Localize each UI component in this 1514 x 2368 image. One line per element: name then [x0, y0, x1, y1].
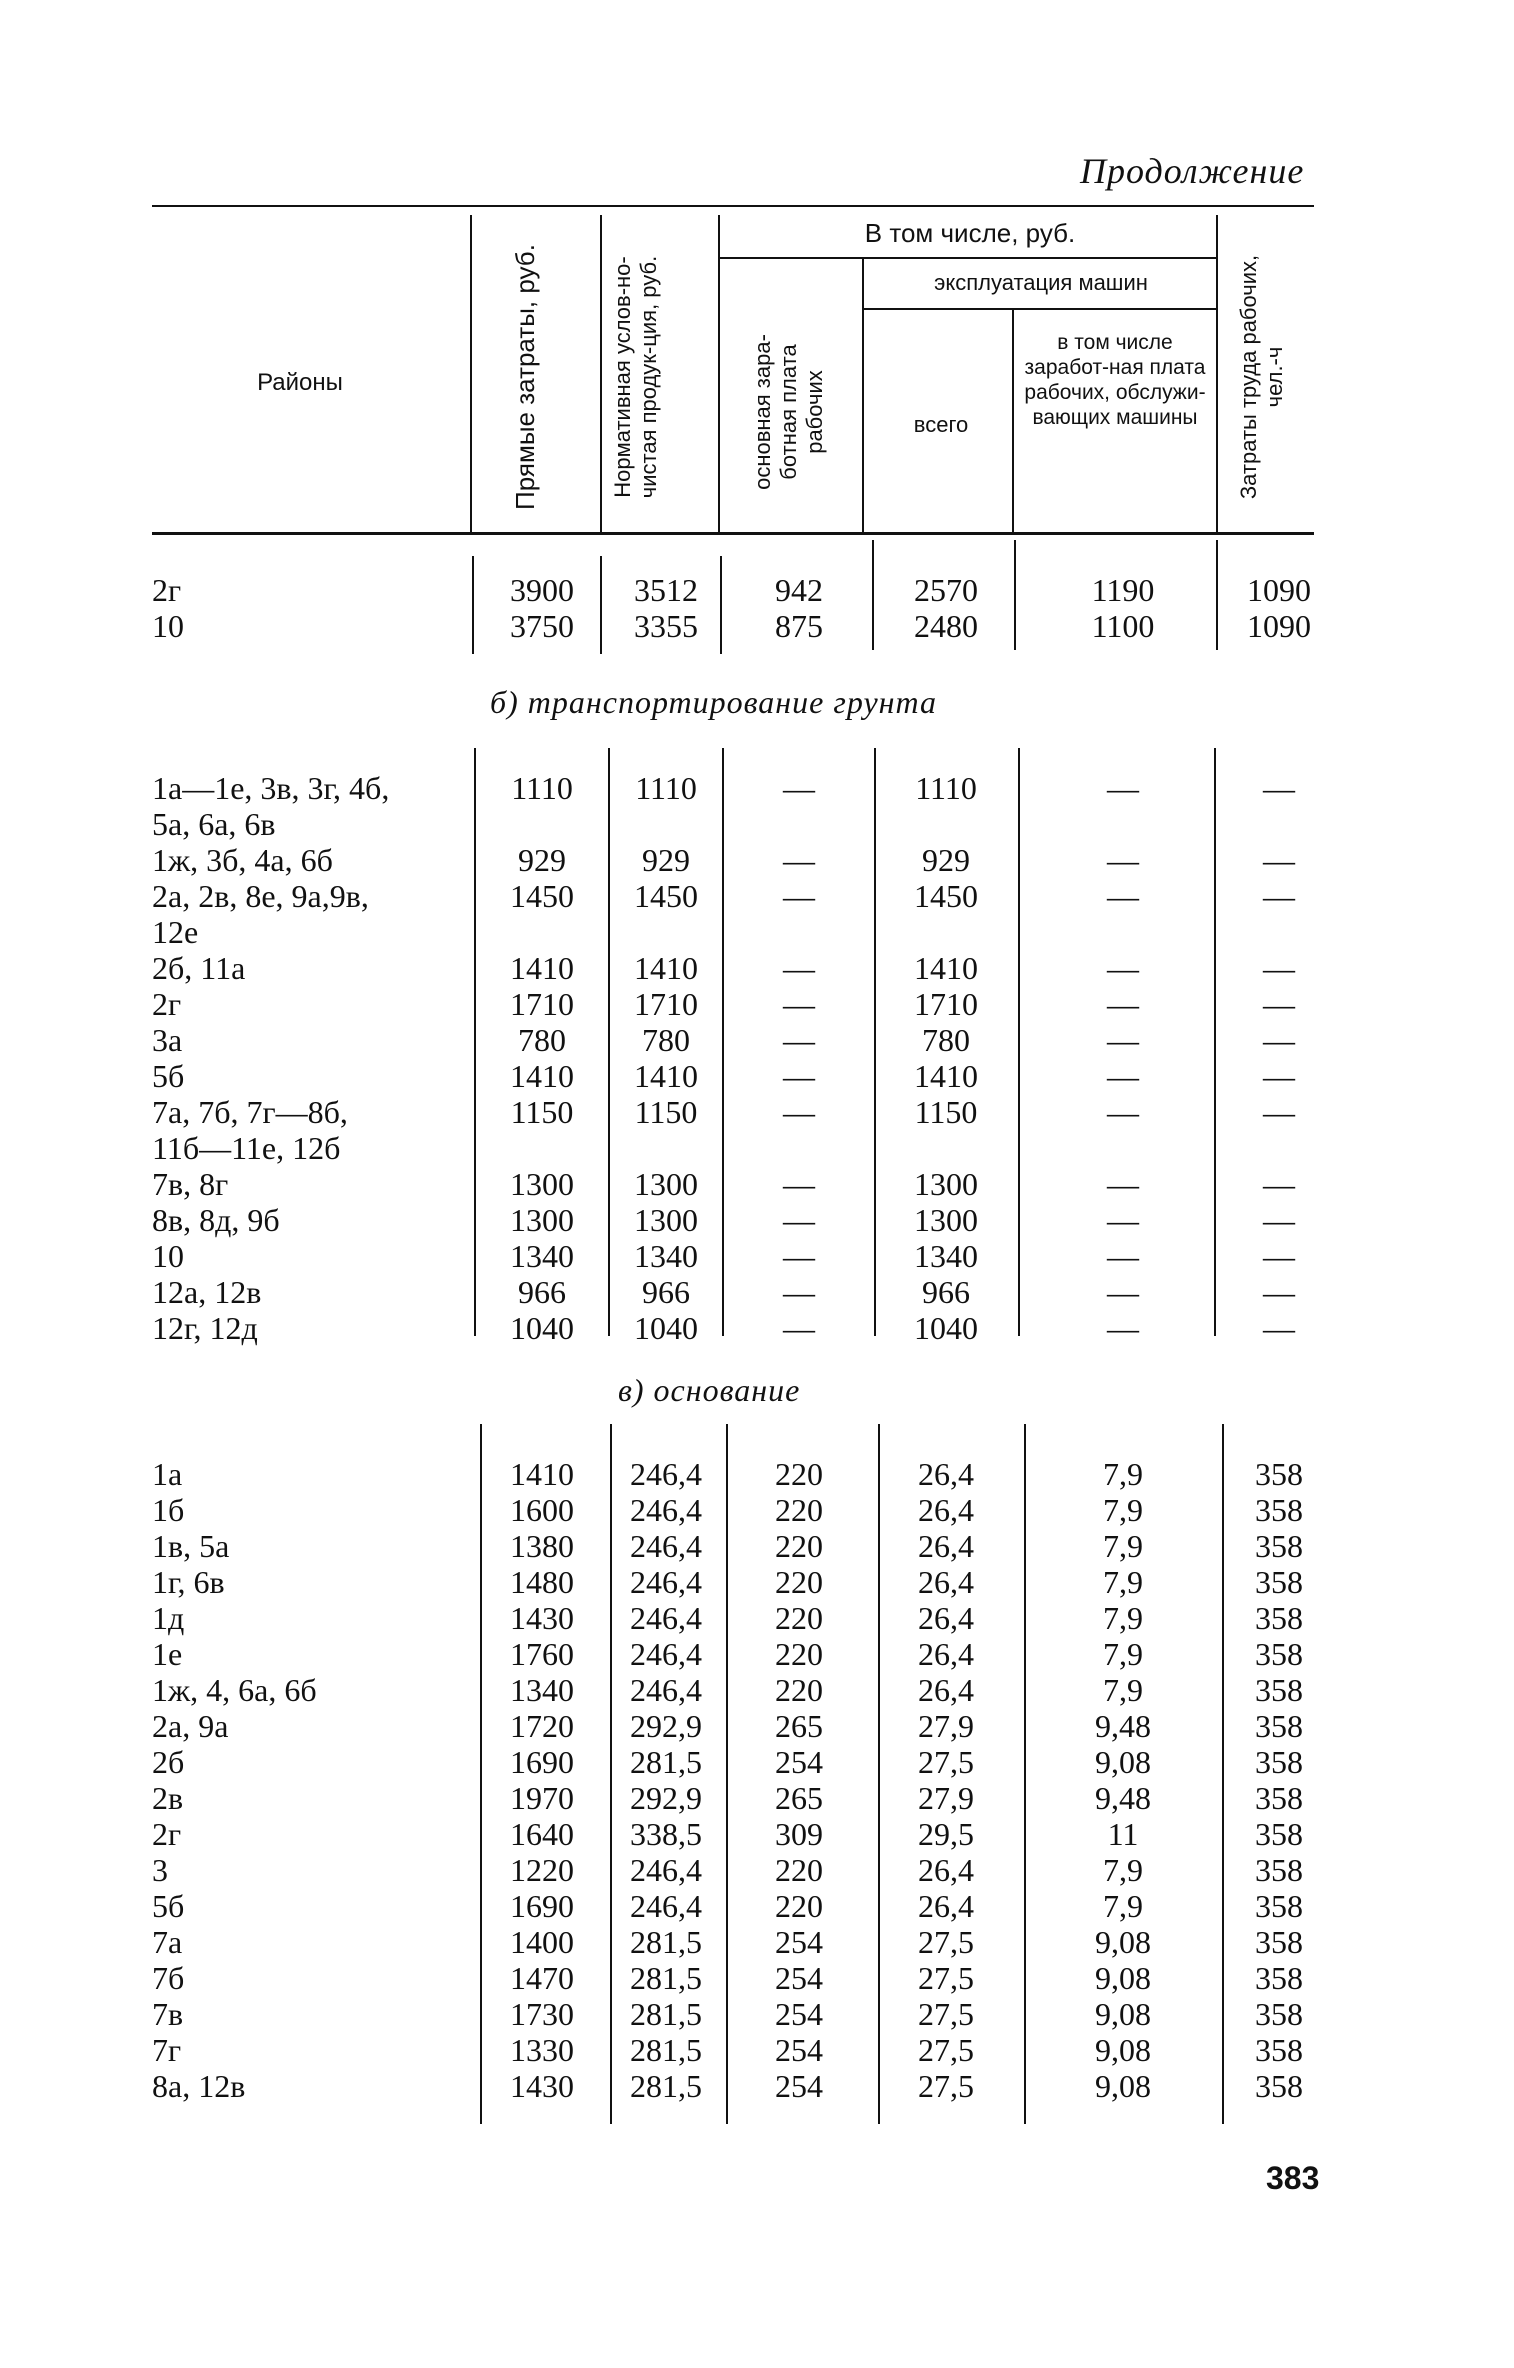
value-cell: — — [1107, 1022, 1139, 1058]
region-cell: 2б — [152, 1744, 185, 1780]
value-cell: — — [1263, 842, 1295, 878]
value-cell: — — [783, 770, 815, 806]
value-cell: 358 — [1255, 1636, 1303, 1672]
value-cell: 1730 — [510, 1996, 574, 2032]
value-cell: 254 — [775, 1960, 823, 1996]
table-row — [0, 1492, 1514, 1528]
value-cell: 27,5 — [918, 1960, 974, 1996]
value-cell: 929 — [642, 842, 690, 878]
value-cell: 9,08 — [1095, 2032, 1151, 2068]
table-row — [0, 1960, 1514, 1996]
table-row — [0, 1202, 1514, 1238]
value-cell: 1380 — [510, 1528, 574, 1564]
value-cell: — — [1107, 1202, 1139, 1238]
value-cell: 27,5 — [918, 2032, 974, 2068]
value-cell: 246,4 — [630, 1852, 702, 1888]
value-cell: 1110 — [511, 770, 573, 806]
value-cell: 254 — [775, 1924, 823, 1960]
region-cell: 1а—1е, 3в, 3г, 4б, — [152, 770, 390, 806]
value-cell: — — [1107, 1238, 1139, 1274]
value-cell: 1340 — [914, 1238, 978, 1274]
header-vline-5 — [1012, 310, 1014, 532]
value-cell: — — [783, 1166, 815, 1202]
region-cell: 1ж, 4, 6а, 6б — [152, 1672, 317, 1708]
value-cell: 2480 — [914, 608, 978, 644]
value-cell: 9,48 — [1095, 1780, 1151, 1816]
table-row — [0, 1888, 1514, 1924]
region-cell: 2г — [152, 986, 182, 1022]
table-row — [0, 1780, 1514, 1816]
value-cell: 220 — [775, 1852, 823, 1888]
value-cell: — — [1107, 1058, 1139, 1094]
region-cell: 8а, 12в — [152, 2068, 246, 2104]
table-row — [0, 1744, 1514, 1780]
value-cell: 1410 — [510, 1456, 574, 1492]
value-cell: 358 — [1255, 1888, 1303, 1924]
table-row — [0, 914, 1514, 950]
value-cell: 1410 — [634, 1058, 698, 1094]
table-row — [0, 950, 1514, 986]
header-base-wage: основная зара-ботная плата рабочих — [750, 334, 827, 490]
value-cell: — — [783, 1094, 815, 1130]
region-cell: 1ж, 3б, 4а, 6б — [152, 842, 333, 878]
table-row — [0, 1166, 1514, 1202]
value-cell: 281,5 — [630, 2032, 702, 2068]
machine-rule — [862, 308, 1216, 310]
value-cell: — — [1263, 1274, 1295, 1310]
value-cell: 246,4 — [630, 1888, 702, 1924]
value-cell: 265 — [775, 1708, 823, 1744]
value-cell: 358 — [1255, 2068, 1303, 2104]
value-cell: 358 — [1255, 1960, 1303, 1996]
value-cell: — — [1263, 950, 1295, 986]
value-cell: 246,4 — [630, 1672, 702, 1708]
value-cell: 1220 — [510, 1852, 574, 1888]
value-cell: 1100 — [1091, 608, 1155, 644]
table-row — [0, 1996, 1514, 2032]
table-row — [0, 770, 1514, 806]
value-cell: — — [1107, 1094, 1139, 1130]
value-cell: 966 — [518, 1274, 566, 1310]
value-cell: 1040 — [510, 1310, 574, 1346]
value-cell: 27,5 — [918, 1996, 974, 2032]
value-cell: 3900 — [510, 572, 574, 608]
value-cell: 26,4 — [918, 1492, 974, 1528]
table-row — [0, 1130, 1514, 1166]
table-row — [0, 1852, 1514, 1888]
value-cell: 358 — [1255, 1492, 1303, 1528]
value-cell: 358 — [1255, 1528, 1303, 1564]
value-cell: 9,08 — [1095, 1924, 1151, 1960]
value-cell: 26,4 — [918, 1528, 974, 1564]
value-cell: 358 — [1255, 1672, 1303, 1708]
value-cell: 246,4 — [630, 1528, 702, 1564]
region-cell: 1е — [152, 1636, 183, 1672]
value-cell: 1970 — [510, 1780, 574, 1816]
table-row — [0, 608, 1514, 644]
value-cell: 1340 — [634, 1238, 698, 1274]
region-cell: 7г — [152, 2032, 182, 2068]
value-cell: 26,4 — [918, 1600, 974, 1636]
region-cell: 7в, 8г — [152, 1166, 229, 1202]
value-cell: 254 — [775, 2032, 823, 2068]
value-cell: — — [1107, 950, 1139, 986]
value-cell: 26,4 — [918, 1636, 974, 1672]
value-cell: 1190 — [1091, 572, 1155, 608]
value-cell: — — [1263, 770, 1295, 806]
value-cell: 7,9 — [1103, 1456, 1143, 1492]
region-cell: 12а, 12в — [152, 1274, 262, 1310]
value-cell: 254 — [775, 1996, 823, 2032]
value-cell: 3512 — [634, 572, 698, 608]
value-cell: 7,9 — [1103, 1888, 1143, 1924]
value-cell: 220 — [775, 1888, 823, 1924]
value-cell: — — [1263, 1310, 1295, 1346]
value-cell: 1110 — [915, 770, 977, 806]
header-vline-2 — [600, 215, 602, 532]
value-cell: 281,5 — [630, 1924, 702, 1960]
value-cell: 27,5 — [918, 1744, 974, 1780]
value-cell: 1760 — [510, 1636, 574, 1672]
value-cell: — — [1107, 986, 1139, 1022]
value-cell: — — [1263, 1238, 1295, 1274]
value-cell: 1330 — [510, 2032, 574, 2068]
header-vline-4 — [862, 259, 864, 532]
value-cell: 1690 — [510, 1744, 574, 1780]
value-cell: 29,5 — [918, 1816, 974, 1852]
region-cell: 1г, 6в — [152, 1564, 225, 1600]
value-cell: — — [783, 1274, 815, 1310]
table-row — [0, 2068, 1514, 2104]
value-cell: 966 — [642, 1274, 690, 1310]
value-cell: 1410 — [510, 950, 574, 986]
header-incl-wage: в том числе заработ-ная плата рабочих, обслужи-вающих машины — [1024, 331, 1206, 429]
table-row — [0, 878, 1514, 914]
value-cell: 220 — [775, 1528, 823, 1564]
table-row — [0, 1022, 1514, 1058]
value-cell: 358 — [1255, 2032, 1303, 2068]
header-vline-1 — [470, 215, 472, 532]
value-cell: 1110 — [635, 770, 697, 806]
value-cell: — — [1107, 1274, 1139, 1310]
table-row — [0, 1564, 1514, 1600]
continuation-label: Продолжение — [1080, 151, 1305, 191]
value-cell: 358 — [1255, 1564, 1303, 1600]
value-cell: 1710 — [914, 986, 978, 1022]
header-labor: Затраты труда рабочих, чел.-ч — [1236, 254, 1287, 500]
value-cell: — — [1263, 1202, 1295, 1238]
value-cell: 26,4 — [918, 1564, 974, 1600]
value-cell: 1450 — [914, 878, 978, 914]
value-cell: 1300 — [634, 1166, 698, 1202]
value-cell: 26,4 — [918, 1888, 974, 1924]
value-cell: 929 — [922, 842, 970, 878]
value-cell: 358 — [1255, 1852, 1303, 1888]
header-including: В том числе, руб. — [864, 218, 1076, 248]
value-cell: 254 — [775, 2068, 823, 2104]
region-cell: 7в — [152, 1996, 184, 2032]
value-cell: — — [1107, 878, 1139, 914]
value-cell: 7,9 — [1103, 1636, 1143, 1672]
value-cell: — — [1263, 878, 1295, 914]
value-cell: 929 — [518, 842, 566, 878]
value-cell: 1090 — [1247, 572, 1311, 608]
region-cell: 1в, 5а — [152, 1528, 230, 1564]
region-cell: 10 — [152, 608, 184, 644]
value-cell: 246,4 — [630, 1636, 702, 1672]
region-cell: 10 — [152, 1238, 184, 1274]
value-cell: 7,9 — [1103, 1852, 1143, 1888]
value-cell: 1300 — [634, 1202, 698, 1238]
value-cell: — — [1263, 986, 1295, 1022]
value-cell: 7,9 — [1103, 1672, 1143, 1708]
value-cell: 966 — [922, 1274, 970, 1310]
region-cell: 12г, 12д — [152, 1310, 258, 1346]
value-cell: 358 — [1255, 1708, 1303, 1744]
table-row — [0, 1058, 1514, 1094]
value-cell: 1300 — [510, 1202, 574, 1238]
value-cell: — — [783, 986, 815, 1022]
value-cell: 26,4 — [918, 1672, 974, 1708]
value-cell: 1410 — [634, 950, 698, 986]
region-cell: 2г — [152, 572, 182, 608]
value-cell: 1480 — [510, 1564, 574, 1600]
region-cell: 7а — [152, 1924, 183, 1960]
table-row — [0, 572, 1514, 608]
value-cell: 1150 — [510, 1094, 574, 1130]
value-cell: 1430 — [510, 1600, 574, 1636]
value-cell: 1150 — [634, 1094, 698, 1130]
value-cell: 7,9 — [1103, 1492, 1143, 1528]
value-cell: 1690 — [510, 1888, 574, 1924]
value-cell: 281,5 — [630, 1960, 702, 1996]
value-cell: — — [1107, 770, 1139, 806]
value-cell: — — [783, 878, 815, 914]
region-cell: 2а, 9а — [152, 1708, 229, 1744]
value-cell: 9,08 — [1095, 1996, 1151, 2032]
region-cell: 3 — [152, 1852, 168, 1888]
value-cell: 220 — [775, 1564, 823, 1600]
value-cell: 9,48 — [1095, 1708, 1151, 1744]
value-cell: — — [1107, 1310, 1139, 1346]
value-cell: — — [783, 1022, 815, 1058]
header-total: всего — [913, 412, 969, 437]
value-cell: 358 — [1255, 1780, 1303, 1816]
table-row — [0, 1456, 1514, 1492]
value-cell: 246,4 — [630, 1600, 702, 1636]
table-row — [0, 1528, 1514, 1564]
value-cell: 246,4 — [630, 1564, 702, 1600]
value-cell: 9,08 — [1095, 1960, 1151, 1996]
top-rule — [152, 205, 1314, 207]
region-cell: 7б — [152, 1960, 185, 1996]
value-cell: — — [1107, 842, 1139, 878]
value-cell: 292,9 — [630, 1708, 702, 1744]
header-bottom-rule — [152, 532, 1314, 535]
value-cell: 9,08 — [1095, 1744, 1151, 1780]
region-cell: 2в — [152, 1780, 184, 1816]
including-rule — [718, 257, 1216, 259]
value-cell: 26,4 — [918, 1456, 974, 1492]
region-cell: 8в, 8д, 9б — [152, 1202, 280, 1238]
value-cell: 292,9 — [630, 1780, 702, 1816]
value-cell: 220 — [775, 1492, 823, 1528]
value-cell: 780 — [642, 1022, 690, 1058]
region-cell: 2а, 2в, 8е, 9а,9в, — [152, 878, 369, 914]
value-cell: 1410 — [510, 1058, 574, 1094]
value-cell: 1720 — [510, 1708, 574, 1744]
value-cell: 1450 — [510, 878, 574, 914]
value-cell: 2570 — [914, 572, 978, 608]
value-cell: 1300 — [510, 1166, 574, 1202]
value-cell: 1150 — [914, 1094, 978, 1130]
header-vline-6 — [1216, 215, 1218, 532]
value-cell: 3750 — [510, 608, 574, 644]
value-cell: 358 — [1255, 1924, 1303, 1960]
value-cell: 358 — [1255, 1600, 1303, 1636]
table-row — [0, 1274, 1514, 1310]
section-c-title: в) основание — [618, 1372, 801, 1408]
value-cell: 358 — [1255, 1744, 1303, 1780]
header-regions: Районы — [257, 369, 343, 396]
value-cell: 220 — [775, 1636, 823, 1672]
value-cell: 246,4 — [630, 1456, 702, 1492]
header-normative: Нормативная услов-но-чистая продук-ция, руб. — [610, 255, 661, 499]
region-cell: 2б, 11а — [152, 950, 246, 986]
table-row — [0, 1672, 1514, 1708]
value-cell: 9,08 — [1095, 2068, 1151, 2104]
value-cell: 26,4 — [918, 1852, 974, 1888]
header-vline-3 — [718, 215, 720, 532]
value-cell: 875 — [775, 608, 823, 644]
value-cell: 220 — [775, 1672, 823, 1708]
table-row — [0, 1094, 1514, 1130]
value-cell: 1340 — [510, 1238, 574, 1274]
value-cell: 1040 — [634, 1310, 698, 1346]
region-cell: 12е — [152, 914, 199, 950]
region-cell: 1б — [152, 1492, 185, 1528]
table-row — [0, 1238, 1514, 1274]
value-cell: 1340 — [510, 1672, 574, 1708]
value-cell: 1400 — [510, 1924, 574, 1960]
value-cell: 1430 — [510, 2068, 574, 2104]
value-cell: — — [1107, 1166, 1139, 1202]
value-cell: 265 — [775, 1780, 823, 1816]
table-row — [0, 1708, 1514, 1744]
table-row — [0, 2032, 1514, 2068]
value-cell: 358 — [1255, 1996, 1303, 2032]
value-cell: 1300 — [914, 1166, 978, 1202]
value-cell: 1410 — [914, 950, 978, 986]
region-cell: 5б — [152, 1888, 185, 1924]
table-row — [0, 806, 1514, 842]
value-cell: — — [1263, 1166, 1295, 1202]
region-cell: 7а, 7б, 7г—8б, — [152, 1094, 348, 1130]
value-cell: 1410 — [914, 1058, 978, 1094]
value-cell: 11 — [1107, 1816, 1139, 1852]
value-cell: — — [783, 1202, 815, 1238]
value-cell: 27,5 — [918, 1924, 974, 1960]
value-cell: 780 — [518, 1022, 566, 1058]
region-cell: 11б—11е, 12б — [152, 1130, 341, 1166]
value-cell: 1040 — [914, 1310, 978, 1346]
value-cell: 27,9 — [918, 1780, 974, 1816]
region-cell: 1д — [152, 1600, 185, 1636]
value-cell: 27,5 — [918, 2068, 974, 2104]
table-row — [0, 1600, 1514, 1636]
value-cell: 1710 — [634, 986, 698, 1022]
value-cell: — — [783, 842, 815, 878]
section-b-title: б) транспортирование грунта — [490, 684, 938, 720]
value-cell: 281,5 — [630, 1744, 702, 1780]
header-direct-costs: Прямые затраты, руб. — [510, 244, 540, 510]
value-cell: — — [1263, 1094, 1295, 1130]
region-cell: 3а — [152, 1022, 183, 1058]
header-machine-operation: эксплуатация машин — [934, 270, 1148, 295]
table-row — [0, 1924, 1514, 1960]
value-cell: 7,9 — [1103, 1564, 1143, 1600]
value-cell: 254 — [775, 1744, 823, 1780]
value-cell: 358 — [1255, 1456, 1303, 1492]
value-cell: 780 — [922, 1022, 970, 1058]
value-cell: 1600 — [510, 1492, 574, 1528]
value-cell: 309 — [775, 1816, 823, 1852]
value-cell: 281,5 — [630, 2068, 702, 2104]
value-cell: 1090 — [1247, 608, 1311, 644]
value-cell: 246,4 — [630, 1492, 702, 1528]
page-number: 383 — [1266, 2160, 1320, 2196]
value-cell: 358 — [1255, 1816, 1303, 1852]
table-row — [0, 1310, 1514, 1346]
region-cell: 5б — [152, 1058, 185, 1094]
value-cell: 3355 — [634, 608, 698, 644]
value-cell: — — [1263, 1022, 1295, 1058]
value-cell: 220 — [775, 1600, 823, 1636]
value-cell: 942 — [775, 572, 823, 608]
value-cell: 7,9 — [1103, 1528, 1143, 1564]
value-cell: 281,5 — [630, 1996, 702, 2032]
value-cell: 1300 — [914, 1202, 978, 1238]
value-cell: 1470 — [510, 1960, 574, 1996]
region-cell: 1а — [152, 1456, 183, 1492]
value-cell: 27,9 — [918, 1708, 974, 1744]
table-row — [0, 1816, 1514, 1852]
region-cell: 5а, 6а, 6в — [152, 806, 276, 842]
value-cell: 1640 — [510, 1816, 574, 1852]
value-cell: — — [1263, 1058, 1295, 1094]
table-row — [0, 1636, 1514, 1672]
value-cell: 338,5 — [630, 1816, 702, 1852]
value-cell: 7,9 — [1103, 1600, 1143, 1636]
region-cell: 2г — [152, 1816, 182, 1852]
value-cell: — — [783, 1310, 815, 1346]
value-cell: 220 — [775, 1456, 823, 1492]
value-cell: — — [783, 1238, 815, 1274]
value-cell: — — [783, 1058, 815, 1094]
table-row — [0, 842, 1514, 878]
table-row — [0, 986, 1514, 1022]
value-cell: 1710 — [510, 986, 574, 1022]
value-cell: 1450 — [634, 878, 698, 914]
value-cell: — — [783, 950, 815, 986]
